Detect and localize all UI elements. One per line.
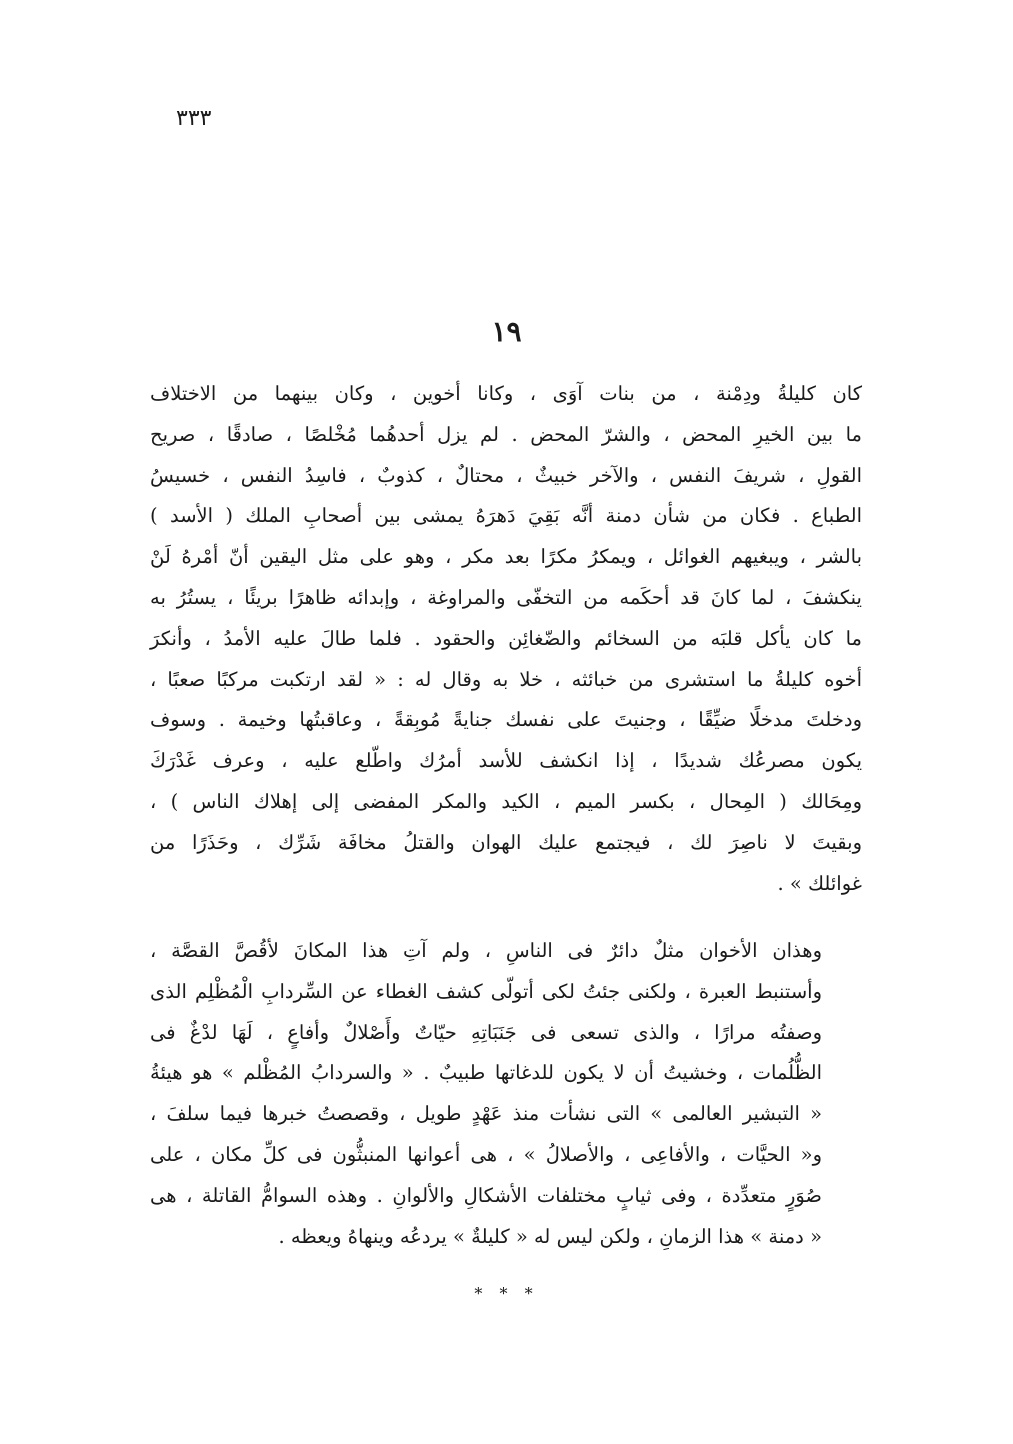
paragraph-line: الطباع . فكان من شأن دمنة أنَّه بَقِيَ دَهرَهُ يمشى بين أصحابِ الملك ( الأسد ) [150,504,862,528]
paragraph-line: ينكشفَ ، لما كانَ قد أحكَمه من التخفّى والمراوغة ، وإبدائه ظاهرًا بريئًا ، يستُرُ به [150,585,862,609]
paragraph-line: وصفتُه مرارًا ، والذى تسعى فى جَنَبَاتِهِ حيّاتٌ وأَصْلالٌ وأفاعٍ ، لَهَا لدْغٌ فى [150,1020,822,1044]
paragraph-line: ما كان يأكل قلبَه من السخائم والضّغائِن والحقود . فلما طالَ عليه الأمدُ ، وأنكرَ [150,626,862,650]
paragraph-line: و« الحيَّات ، والأفاعِى ، والأصلالُ » ، هى أعوانها المنبثُّون فى كلِّ مكان ، على [150,1142,822,1166]
paragraph-line: القولِ ، شريفَ النفس ، والآخر خبيثٌ ، محتالٌ ، كذوبٌ ، فاسِدُ النفس ، خسيسُ [150,463,862,487]
paragraph-line: الظُّلُمات ، وخشيتُ أن لا يكون للدغاتها طبيبٌ . « والسردابُ المُظْلم » هو هيئةُ [150,1061,822,1085]
paragraph-line: غوائلك » . [777,871,862,895]
paragraph-line: يكون مصرعُك شديدًا ، إذا انكشف للأسد أمرُك واطّلع عليه ، وعرف غَدْرَكَ [150,749,862,773]
paragraph-line: ودخلتَ مدخلًا ضيِّقًا ، وجنيتَ على نفسك جنايةً مُوبِقةً ، وعاقبتُها وخيمة . وسوف [150,708,862,732]
chapter-number: ١٩ [491,315,522,348]
paragraph-line: « دمنة » هذا الزمانِ ، ولكن ليس له « كليلةٌ » يردعُه وينهاهُ ويعظه . [278,1224,822,1248]
paragraph-line: وأستنبط العبرة ، ولكنى جئتُ لكى أتولّى كشف الغطاء عن السِّردابِ الْمُظْلِم الذى [150,979,822,1003]
paragraph-line: « التبشير العالمى » التى نشأت منذ عَهْدٍ طويل ، وقصصتُ خبرها فيما سلفَ ، [150,1102,822,1126]
paragraph-line: صُوَرٍ متعدِّدة ، وفى ثيابٍ مختلفات الأشكالِ والألوانِ . وهذه السوامُّ القاتلة ، هى [150,1183,822,1207]
paragraph-line: بالشر ، ويبغيهم الغوائل ، ويمكرُ مكرًا بعد مكر ، وهو على مثل اليقين أنّ أمْرهُ لَنْ [150,545,862,569]
section-separator: * * * [474,1284,539,1303]
paragraph-line: وهذان الأخوان مثلٌ دائرٌ فى الناسِ ، ولم آتِ هذا المكانَ لأقُصَّ القصَّة ، [150,939,822,962]
paragraph-line: كان كليلةُ ودِمْنة ، من بنات آوَى ، وكانا أخوين ، وكان بينهما من الاختلاف [150,382,862,405]
paragraph-line: أخوه كليلةُ ما استشرى من خبائثه ، خلا به وقال له : « لقد ارتكبت مركبًا صعبًا ، [150,667,862,691]
paragraph-line: وبقيتَ لا ناصِرَ لك ، فيجتمع عليك الهوان والقتلُ مخافَة شَرِّك ، وحَذَرًا من [150,830,862,854]
paragraph-1 [150,374,862,904]
paragraph-line: ومِحَالك ( المِحال ، بكسر الميم ، الكيد والمكر المفضى إلى إهلاك الناس ) ، [150,789,862,813]
paragraph-line: ما بين الخيرِ المحض ، والشرّ المحض . لم يزل أحدهُما مُخْلصًا ، صادقًا ، صريح [150,422,862,446]
paragraph-2 [150,931,862,1257]
page-number: ٣٣٣ [176,106,212,131]
